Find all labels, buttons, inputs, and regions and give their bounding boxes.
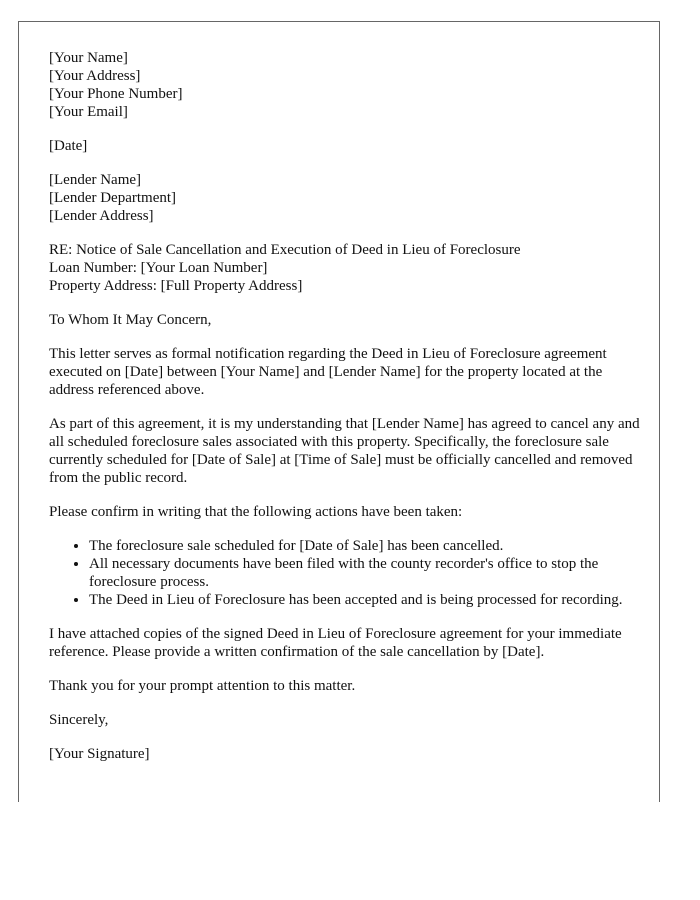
closing: Sincerely, bbox=[49, 712, 109, 728]
list-item: • The Deed in Lieu of Foreclosure has been accepted and is being processed for recording. bbox=[89, 591, 644, 609]
date-block bbox=[49, 137, 644, 155]
list-item: • The foreclosure sale scheduled for [Date of Sale] has been cancelled. bbox=[89, 537, 644, 555]
intro-paragraph: This letter serves as formal notification regarding the Deed in Lieu of Foreclosure agreement executed on [Date] between [Your Name] and [Lender Name] for the property located at the address referenced above. bbox=[49, 346, 607, 398]
agreement-paragraph: As part of this agreement, it is my understanding that [Lender Name] has agreed to cancel any and all scheduled foreclosure sales associated with this property. Specifically, the foreclosure sale currently scheduled for [Date of Sale] at [Time of Sale] must be officially cancelled and removed from the public record. bbox=[49, 416, 640, 486]
loan-number-line: Loan Number: [Your Loan Number] bbox=[49, 260, 268, 276]
attachments-paragraph: I have attached copies of the signed Deed in Lieu of Foreclosure agreement for your immediate reference. Please provide a written confirmation of the sale cancellation by [Date]. bbox=[49, 626, 622, 660]
sender-email: [Your Email] bbox=[49, 104, 128, 120]
recipient-address: [Lender Address] bbox=[49, 208, 154, 224]
re-line: RE: Notice of Sale Cancellation and Execution of Deed in Lieu of Foreclosure bbox=[49, 242, 521, 258]
confirm-request-paragraph: Please confirm in writing that the following actions have been taken: bbox=[49, 504, 463, 520]
signature: [Your Signature] bbox=[49, 746, 150, 762]
sender-phone: [Your Phone Number] bbox=[49, 86, 183, 102]
letter-page bbox=[18, 21, 660, 802]
property-address-line: Property Address: [Full Property Address] bbox=[49, 278, 303, 294]
thanks-paragraph: Thank you for your prompt attention to this matter. bbox=[49, 678, 356, 694]
letter-date: [Date] bbox=[49, 138, 88, 154]
sender-name: [Your Name] bbox=[49, 50, 128, 66]
letter-body bbox=[49, 49, 644, 779]
list-item: • All necessary documents have been filed with the county recorder's office to stop the foreclosure process. bbox=[89, 555, 644, 591]
sender-block bbox=[49, 49, 644, 121]
recipient-block bbox=[49, 171, 644, 225]
recipient-department: [Lender Department] bbox=[49, 190, 177, 206]
reference-block bbox=[49, 241, 644, 295]
recipient-name: [Lender Name] bbox=[49, 172, 142, 188]
salutation: To Whom It May Concern, bbox=[49, 312, 212, 328]
sender-address: [Your Address] bbox=[49, 68, 141, 84]
actions-list bbox=[49, 537, 644, 609]
